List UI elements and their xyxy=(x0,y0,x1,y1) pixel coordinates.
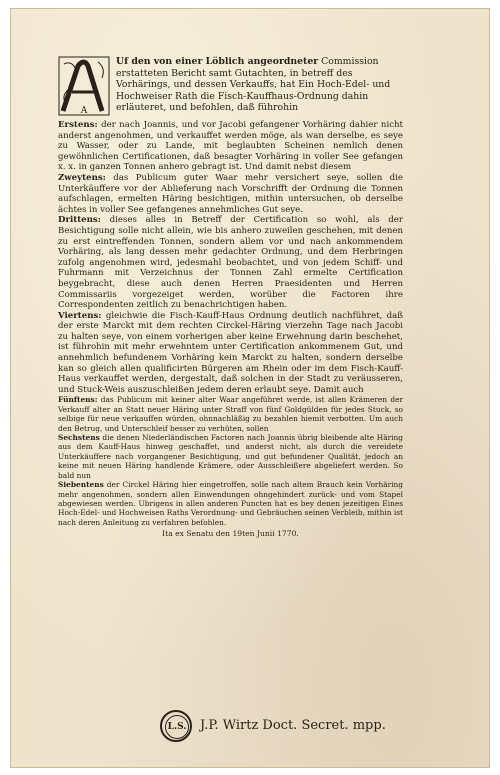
paragraph-4 xyxy=(58,311,403,396)
paragraph-3-heading: Drittens: xyxy=(58,215,101,226)
intro-lead: Uf den von einer Löblich angeordneter xyxy=(116,56,319,67)
paragraph-4-text: gleichwie die Fisch-Kauff-Haus Ordnung deutlich nachführet, daß der erste Marckt mit dem rechten Circkel-Häring vierzehn Tage nach Jacobi zu halten seye, von einem vorherigen aber keine Erwehnung darin beschehet, ist führohin mit mehr erwehntem unter Certification ankommenem Gut, und annehmlich befundenem Vorhäring kein Marckt zu halten, sondern derselbe kan so gleich allen qualificirten Bürgeren am Rhein oder im dem Fisch-Kauff-Haus verkauffet werden, dergestalt, daß solchen in der Stadt zu veräusseren, und Stuck-Weis auszuschleißen jedem deren erlaubt seye. Damit auch xyxy=(58,310,404,395)
signer-name: J.P. Wirtz Doct. Secret. mpp. xyxy=(200,718,386,733)
paragraph-1-text: der nach Joannis, und vor Jacobi gefangener Vorhäring dahier nicht anderst angenohmen, und verkauffet werden möge, als wan derselbe, es seye zu Wasser, oder zu Lande, mit beglaubten Scheinen nemlich denen gewöhnlichen Certificationen, daß besagter Vorhäring in voller See gefangen x. x. in ganzen Tonnen anhero gebragt ist. Und damit nebst diesem xyxy=(58,120,403,173)
paragraph-7-heading: Siebentens xyxy=(58,480,104,490)
intro-body: Commission erstatteten Bericht samt Gutachten, in betreff des Vorhärings, und dessen Verkauffs, hat Ein Hoch-Edel- und Hochweiser Rath die Fisch-Kauffhaus-Ordnung dahin erläuteret, und befohlen, daß führohin xyxy=(116,56,391,114)
paragraph-4-heading: Viertens: xyxy=(58,310,102,321)
paragraph-2-heading: Zweytens: xyxy=(58,172,106,183)
decree-intro xyxy=(58,56,403,116)
paragraph-7-text: der Circkel Häring hier eingetroffen, solle nach altem Brauch kein Vorhäring mehr angenohmen, sondern allen Einwendungen ohngehindert zurück- und vom Stapel abgewiesen werden. Ubrigens in allen anderen Puncten hat es bey denen jezeitigen Eines Hoch-Edel- und Hochweisen Raths Verordnung- und Gebräuchen seinen Verbleib, mithin ist nach deren Anleitung zu verfahren befohlen. xyxy=(58,480,403,527)
signature-block xyxy=(160,708,420,748)
paragraph-5-heading: Fünftens: xyxy=(58,395,98,405)
paragraph-6 xyxy=(58,433,403,480)
paragraph-7 xyxy=(58,480,403,527)
seal-text: L.S. xyxy=(165,715,189,739)
paragraph-6-heading: Sechstens xyxy=(58,433,100,443)
seal-icon xyxy=(160,710,192,742)
paragraph-5 xyxy=(58,395,403,433)
decree-text xyxy=(58,56,403,540)
paragraph-1-heading: Erstens: xyxy=(58,120,98,130)
paragraph-2 xyxy=(58,173,403,215)
document-sheet xyxy=(10,8,490,768)
paragraph-3-text: dieses alles in Betreff der Certification so wohl, als der Besichtigung solle nicht allein, wie bis anhero zuweilen geschehen, mit denen zu erst eintreffenden Tonnen, sondern allem vor und nach ankommendem Vorhäring, als lang dessen mehr gedachter Ordnung, und dem Herbringen zufolg angenohmen wird, jedesmahl beobachtet, und von jedem Schiff- und Fuhrmann mit Verzeichnus der Tonnen Zahl ermelte Certification beygebracht, diese auch denen Herren Praesidenten und Herren Commissariis vorgezeiget werden, worüber die Factoren ihre Correspondenten zeitlich zu benachrichtigen haben. xyxy=(58,215,404,311)
paragraph-3 xyxy=(58,215,403,310)
paragraph-2-text: das Publicum guter Waar mehr versichert seye, sollen die Unterkäuffere vor der Ablieferung nach Vorschrifft der Ordnung die Tonnen aufschlagen, ermelten Häring besichtigen, mithin untersuchen, ob derselbe ächtes in voller See gefangenes annehmliches Gut seye. xyxy=(58,172,403,215)
decorated-initial-icon xyxy=(58,56,110,116)
paragraph-1 xyxy=(58,120,403,173)
initial-letter: A xyxy=(80,106,88,116)
paragraph-6-text: die denen Niederländischen Factoren nach Joannis übrig bleibende alte Häring aus dem Kauff-Haus hinweg geschaffet, und anderst nicht, als durch die vereidete Unterkäuffere nach vorgangener Besichtigung, und gut befundener Qualität, jedoch an keine mit neuen Häring handlende Krämere, oder Ausschleißere abgeliefert werden. So bald nun xyxy=(58,433,403,480)
paragraph-5-text: das Publicum mit keiner alter Waar angeführet werde, ist allen Krämeren der Verkauff alter an Statt neuer Häring unter Straff von fünf Goldgülden für jedes Stuck, so selbige für neue verkauffen würden, ohnnachläßig zu bezahlen hiemit verbotten. Um auch den Betrug, und Unterschleif besser zu verhüten, sollen xyxy=(58,395,403,433)
date-line: Ita ex Senatu den 19ten Junii 1770. xyxy=(162,529,299,539)
